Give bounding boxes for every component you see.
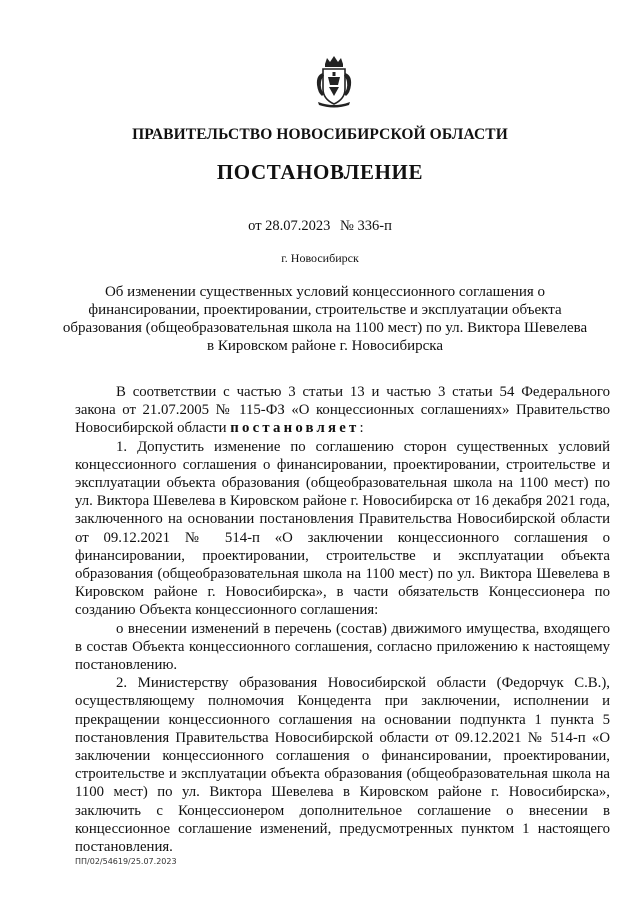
organization-title: ПРАВИТЕЛЬСТВО НОВОСИБИРСКОЙ ОБЛАСТИ bbox=[132, 126, 508, 143]
intro-paragraph bbox=[75, 383, 610, 438]
document-city: г. Новосибирск bbox=[281, 251, 359, 265]
document-type: ПОСТАНОВЛЕНИЕ bbox=[216, 160, 424, 184]
paragraph-2: 2. Министерству образования Новосибирской области (Федорчук С.В.), осуществляющему полномочия Концедента при заключении, исполнении и прекращении концессионного соглашения на основании подпункта 1 пункта 5 постановления Правительства Новосибирской области от 09.12.2021 № 514-п «О заключении концессионного соглашения о финансировании, проектировании, строительстве и эксплуатации объекта образования (общеобразовательная школа на 1100 мест) по ул. Виктора Шевелева в Кировском районе г. Новосибирска», заключить с Концессионером дополнительное соглашение о внесении в концессионное соглашение изменений, предусмотренных пунктом 1 настоящего постановления. bbox=[75, 675, 610, 856]
intro-keyword: постановляет bbox=[230, 420, 360, 437]
paragraph-1-subitem: о внесении изменений в перечень (состав) движимого имущества, входящего в состав Объекта концессионного соглашения, согласно приложению к настоящему постановлению. bbox=[75, 620, 610, 674]
intro-colon: : bbox=[359, 420, 364, 437]
document-date: от 28.07.2023 bbox=[248, 218, 331, 234]
document-code: ПП/02/54619/25.07.2023 bbox=[75, 857, 177, 866]
document-number: № 336-п bbox=[340, 218, 392, 234]
paragraph-1: 1. Допустить изменение по соглашению сторон существенных условий концессионного соглашения о финансировании, проектировании, строительстве и эксплуатации объекта образования (общеобразовательная школа на 1100 мест) по ул. Виктора Шевелева в Кировском районе г. Новосибирска от 16 декабря 2021 года, заключенного на основании постановления Правительства Новосибирской области от 09.12.2021 № 514-п «О заключении концессионного соглашения о финансировании, проектировании, строительстве и эксплуатации объекта образования (общеобразовательная школа на 1100 мест) по ул. Виктора Шевелева в Кировском районе г. Новосибирска», в части обязательств Концессионера по созданию Объекта концессионного соглашения: bbox=[75, 438, 610, 619]
document-date-number bbox=[0, 218, 640, 235]
coat-of-arms-icon bbox=[314, 55, 354, 109]
document-body bbox=[75, 383, 610, 856]
document-subject: Об изменении существенных условий концессионного соглашения о финансировании, проектировании, строительстве и эксплуатации объекта образования (общеобразовательная школа на 1100 мест) по ул. Виктора Шевелева в Кировском районе г. Новосибирска bbox=[62, 284, 588, 354]
intro-text: В соответствии с частью 3 статьи 13 и частью 3 статьи 54 Федерального закона от 21.07.2005 № 115-ФЗ «О концессионных соглашениях» Правительство Новосибирской области bbox=[75, 384, 610, 437]
